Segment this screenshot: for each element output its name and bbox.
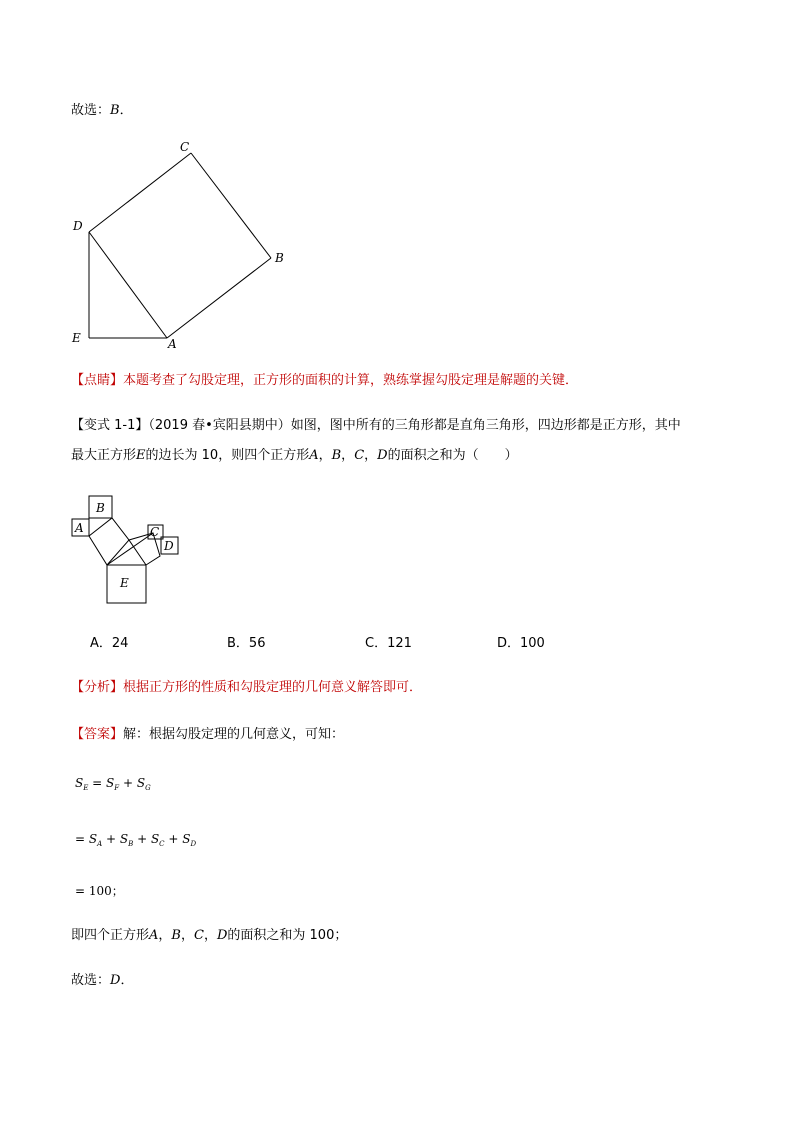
fig2-label-e: E xyxy=(120,576,129,590)
fig1-label-d: D xyxy=(73,219,83,233)
figure-pythagoras-tree xyxy=(66,488,186,610)
top-answer-line: 故选：B． xyxy=(71,103,133,118)
fig1-edge-cb xyxy=(191,153,271,258)
option-b[interactable]: B．56 xyxy=(227,636,266,651)
option-d[interactable]: D．100 xyxy=(497,636,545,651)
figure-square-triangle xyxy=(60,132,300,352)
fig2-diag xyxy=(107,533,153,565)
answer-line: 【答案】解：根据勾股定理的几何意义，可知： xyxy=(71,727,345,742)
fig2-label-b: B xyxy=(96,501,105,515)
conclusion-line: 即四个正方形A，B，C，D的面积之和为 100； xyxy=(71,928,348,943)
fig2-label-a: A xyxy=(75,521,84,535)
variant-line-1: 【变式 1-1】（2019 春•宾阳县期中）如图，图中所有的三角形都是直角三角形，四边形都是正方形，其中 xyxy=(71,418,681,433)
fig1-edge-da xyxy=(89,232,167,338)
math-line-3: = 100； xyxy=(75,884,124,898)
variant-line-2: 最大正方形E的边长为 10，则四个正方形A，B，C，D的面积之和为（ ） xyxy=(71,448,518,463)
option-a[interactable]: A．24 xyxy=(90,636,129,651)
fig1-edge-dc xyxy=(89,153,191,232)
analysis-note: 【分析】根据正方形的性质和勾股定理的几何意义解答即可． xyxy=(71,680,423,695)
review-note: 【点睛】本题考查了勾股定理，正方形的面积的计算，熟练掌握勾股定理是解题的关键． xyxy=(71,373,579,388)
fig2-label-d: D xyxy=(164,539,174,553)
fig1-edge-ba xyxy=(167,258,271,338)
math-line-1: $S_E = S_F + S_G$ xyxy=(75,776,151,792)
fig1-label-a: A xyxy=(168,337,177,351)
fig1-label-c: C xyxy=(180,140,190,154)
option-c[interactable]: C．121 xyxy=(365,636,412,651)
fig2-label-c: C xyxy=(150,525,160,539)
math-line-2: = $S_A + S_B + S_C + S_D$ xyxy=(75,832,197,848)
final-answer-line: 故选：D． xyxy=(71,973,134,988)
fig1-label-b: B xyxy=(275,251,284,265)
fig2-square-f xyxy=(89,518,129,565)
fig1-label-e: E xyxy=(72,331,81,345)
